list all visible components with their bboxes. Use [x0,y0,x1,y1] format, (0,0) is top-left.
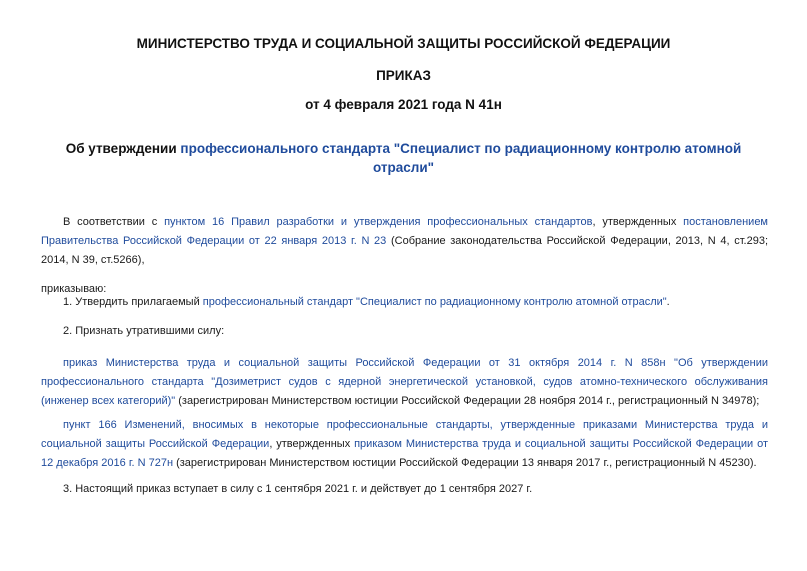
preamble-text-2: , утвержденных [592,216,684,228]
preamble-paragraph [41,213,768,270]
standard-link[interactable]: профессиональный стандарт "Специалист по радиационному контролю атомной отрасли" [202,296,667,308]
government-decree-link[interactable]: постановлением Правительства Российской Федерации от 22 января 2013 г. N 23 [41,216,768,247]
preamble-text-1: В соответствии с [63,216,165,228]
rules-point-16-link[interactable]: пунктом 16 Правил разработки и утверждения профессиональных стандартов [164,216,593,228]
order-word: приказываю: [41,283,107,295]
order-date: от 4 февраля 2021 года N 41н [305,97,502,112]
item-1 [41,293,768,312]
document-title [60,139,747,177]
ministry-heading: МИНИСТЕРСТВО ТРУДА И СОЦИАЛЬНОЙ ЗАЩИТЫ РОССИЙСКОЙ ФЕДЕРАЦИИ [136,36,671,51]
item-2b [41,416,768,473]
title-standard-link[interactable]: профессионального стандарта "Специалист по радиационному контролю атомной отрасли" [180,141,742,175]
item-1-text-2: . [666,296,670,308]
item-2: 2. Признать утратившими силу: [63,325,225,337]
item-2b-text-2: (зарегистрирован Министерством юстиции Российской Федерации 13 января 2017 г., регистрационный N 45230). [173,457,757,469]
order-858n-link[interactable]: приказ Министерства труда и социальной защиты Российской Федерации от 31 октября 2014 г. N 858н "Об утверждении профессионального стандарта "Дозиметрист судов с ядерной энергетической установкой, судов атомно-технического обслуживания (инженер всех категорий)" [41,357,768,407]
item-2a-text: (зарегистрирован Министерством юстиции Российской Федерации 28 ноября 2014 г., регистрационный N 34978); [175,395,760,407]
item-1-text-1: 1. Утвердить прилагаемый [63,296,203,308]
title-prefix: Об утверждении [65,141,181,156]
item-3: 3. Настоящий приказ вступает в силу с 1 сентября 2021 г. и действует до 1 сентября 2027 г. [63,483,533,495]
order-heading: ПРИКАЗ [376,68,431,83]
item-2a [41,354,768,411]
point-166-link[interactable]: пункт 166 Изменений, вносимых в некоторые профессиональные стандарты, утвержденные приказами Министерства труда и социальной защиты Российской Федерации [41,419,768,450]
order-727n-link[interactable]: приказом Министерства труда и социальной защиты Российской Федерации от 12 декабря 2016 г. N 727н [41,438,768,469]
preamble-text-3: (Собрание законодательства Российской Федерации, 2013, N 4, ст.293; 2014, N 39, ст.5266), [41,235,769,266]
item-2b-text-1: , утвержденных [269,438,355,450]
